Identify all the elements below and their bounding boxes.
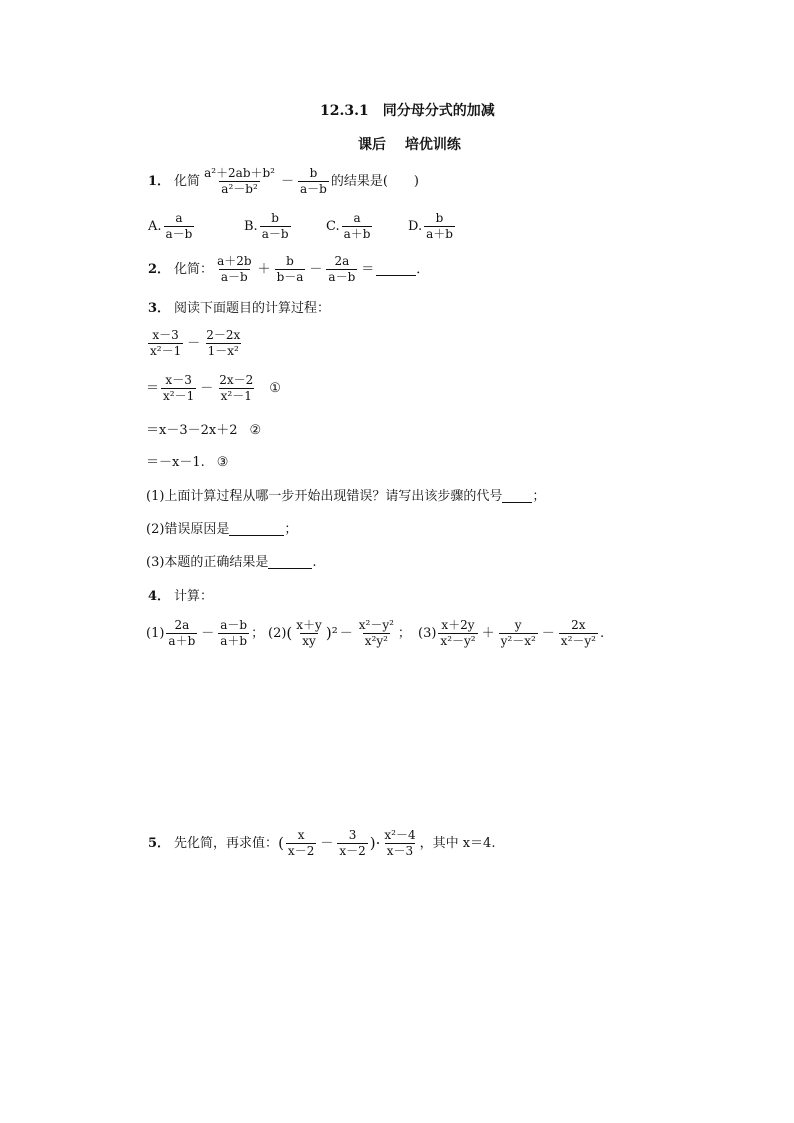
denominator: x²－1: [220, 389, 252, 403]
numerator: 2－2x: [206, 328, 241, 342]
numerator: 2a: [174, 618, 190, 632]
numerator: 2a: [334, 254, 350, 268]
calc-line-2: [146, 424, 261, 437]
option-b: [244, 211, 293, 242]
fraction: [298, 166, 329, 197]
question-2: [148, 254, 429, 285]
sub-question-end: ；: [532, 489, 546, 504]
fraction: [161, 373, 196, 404]
numerator: x－3: [152, 328, 179, 342]
part-end: ；: [397, 626, 411, 641]
page-subtitle: 课后 培优训练: [358, 137, 461, 153]
step-mark: ③: [216, 455, 229, 470]
option-a: [148, 211, 196, 242]
question-suffix: ，其中 x＝4.: [419, 836, 496, 851]
numerator: 2x－2: [219, 373, 254, 387]
part-end: ；: [251, 626, 265, 641]
sub-question-2: [146, 523, 297, 536]
question-5: [148, 828, 495, 859]
fraction: [382, 828, 417, 859]
denominator: x－3: [386, 844, 414, 858]
answer-blank[interactable]: [229, 523, 284, 536]
sub-question-text: (1)上面计算过程从哪一步开始出现错误？请写出该步骤的代号: [146, 489, 503, 504]
fraction: [326, 254, 357, 285]
question-prefix: 阅读下面题目的计算过程：: [174, 301, 331, 316]
denominator: xy: [302, 634, 316, 648]
fraction: [164, 211, 195, 242]
numerator: a－b: [220, 618, 248, 632]
numerator: x: [297, 828, 305, 842]
denominator: a－b: [328, 270, 356, 284]
calc-line-0: [146, 328, 244, 359]
part-end: .: [599, 626, 605, 641]
denominator: x²－y²: [560, 634, 596, 648]
fraction: [286, 828, 316, 859]
denominator: y²－x²: [500, 634, 536, 648]
denominator: x²－1: [150, 344, 182, 358]
question-prefix: 计算：: [174, 589, 214, 604]
sub-question-end: .: [312, 555, 317, 570]
denominator: x－2: [287, 844, 315, 858]
numerator: x＋y: [296, 618, 322, 632]
numerator: x²－4: [384, 828, 416, 842]
numerator: a: [175, 211, 183, 225]
calc-text: ＝x－3－2x＋2: [146, 423, 238, 438]
denominator: a＋b: [343, 227, 371, 241]
question-1: [148, 166, 419, 197]
numerator: x²－y²: [358, 618, 394, 632]
step-mark: ①: [269, 381, 281, 396]
part-label: (2): [268, 626, 287, 641]
question-prefix: 化简: [174, 174, 201, 189]
question-prefix: 先化简，再求值：: [174, 836, 279, 851]
fraction: [260, 211, 291, 242]
numerator: b: [309, 166, 318, 180]
operator: －: [541, 626, 555, 641]
fraction: [342, 211, 373, 242]
operator: ＝: [146, 381, 160, 396]
fraction: [217, 373, 255, 404]
question-suffix: 的结果是( ): [330, 174, 420, 189]
step-mark: ②: [249, 423, 262, 438]
denominator: a－b: [165, 227, 193, 241]
fraction: [148, 328, 183, 359]
fraction: [218, 618, 249, 649]
denominator: x－2: [339, 844, 366, 858]
denominator: 1－x²: [207, 344, 239, 358]
question-4: [148, 590, 213, 603]
option-label: C.: [326, 219, 340, 234]
question-number: 4．: [148, 589, 171, 604]
fraction: [204, 328, 242, 359]
fraction: [202, 166, 277, 197]
denominator: x²－1: [163, 389, 195, 403]
question-number: 2．: [148, 262, 171, 277]
denominator: a－b: [220, 270, 248, 284]
sub-question-3: [146, 556, 317, 569]
fraction: [424, 211, 455, 242]
numerator: b: [271, 211, 279, 225]
close-paren-squared: )²: [325, 624, 338, 642]
operator: －: [187, 336, 201, 351]
numerator: a²＋2ab＋b²: [204, 166, 275, 180]
operator: ＝: [361, 262, 375, 277]
question-4-part-1: [146, 618, 264, 649]
answer-blank[interactable]: [502, 490, 532, 503]
operator: －: [320, 836, 334, 851]
option-d: [408, 211, 457, 242]
numerator: x＋2y: [441, 618, 475, 632]
denominator: a－b: [300, 182, 327, 196]
option-label: A.: [148, 219, 162, 234]
question-number: 1．: [148, 174, 171, 189]
fraction: [294, 618, 324, 649]
calc-line-1: [146, 373, 281, 404]
operator: －: [339, 626, 353, 641]
denominator: x²－y²: [440, 634, 476, 648]
sub-question-1: [146, 490, 545, 503]
question-prefix: 化简：: [174, 262, 214, 277]
numerator: y: [514, 618, 522, 632]
denominator: a＋b: [426, 227, 453, 241]
question-number: 5．: [148, 836, 171, 851]
answer-blank[interactable]: [268, 556, 312, 569]
numerator: b: [286, 254, 294, 268]
question-4-part-3: [418, 618, 604, 649]
question-4-part-2: [268, 618, 411, 649]
question-end: ．: [416, 262, 430, 277]
page-title: 12.3.1 同分母分式的加减: [320, 103, 495, 119]
question-number: 3．: [148, 301, 171, 316]
fraction: [499, 618, 538, 649]
numerator: 3: [348, 828, 357, 842]
operator: ＋: [481, 626, 495, 641]
denominator: x²y²: [364, 634, 388, 648]
close-paren-dot: )·: [369, 834, 381, 852]
open-paren: (: [278, 834, 284, 852]
option-label: D.: [408, 219, 423, 234]
denominator: b－a: [276, 270, 304, 284]
denominator: a－b: [261, 227, 289, 241]
option-label: B.: [244, 219, 258, 234]
answer-blank[interactable]: [376, 263, 416, 276]
denominator: a²－b²: [221, 182, 258, 196]
operator: －: [281, 174, 295, 189]
calc-line-3: [146, 456, 228, 469]
part-label: (1): [146, 626, 165, 641]
operator: －: [201, 626, 215, 641]
numerator: 2x: [571, 618, 586, 632]
option-c: [326, 211, 374, 242]
question-3: [148, 302, 330, 315]
calc-text: ＝－x－1.: [146, 455, 205, 470]
fraction: [337, 828, 367, 859]
operator: －: [309, 262, 323, 277]
numerator: a: [353, 211, 361, 225]
fraction: [559, 618, 598, 649]
sub-question-text: (2)错误原因是: [146, 522, 230, 537]
fraction: [438, 618, 477, 649]
fraction: [215, 254, 253, 285]
open-paren: (: [286, 624, 293, 642]
numerator: b: [435, 211, 444, 225]
fraction: [166, 618, 197, 649]
operator: －: [200, 381, 214, 396]
operator: ＋: [257, 262, 271, 277]
denominator: a＋b: [220, 634, 248, 648]
denominator: a＋b: [168, 634, 196, 648]
sub-question-text: (3)本题的正确结果是: [146, 555, 269, 570]
numerator: a＋2b: [217, 254, 252, 268]
part-label: (3): [418, 626, 437, 641]
numerator: x－3: [165, 373, 192, 387]
sub-question-end: ；: [284, 522, 298, 537]
fraction: [275, 254, 306, 285]
fraction: [357, 618, 396, 649]
